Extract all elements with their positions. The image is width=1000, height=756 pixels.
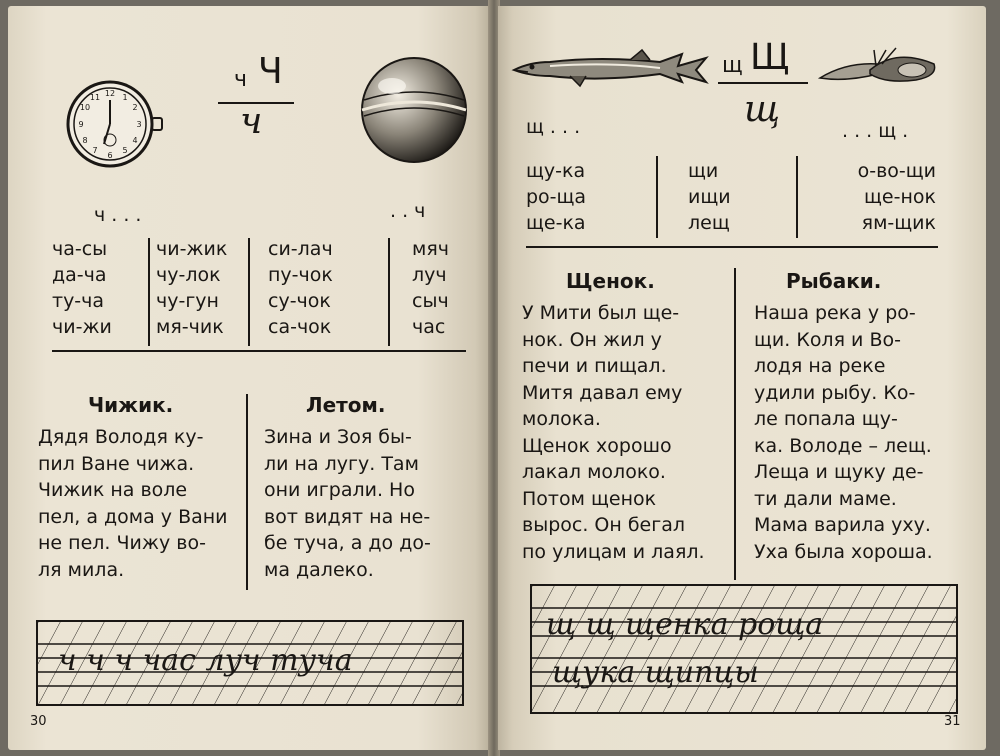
story-line: Наша река у ро- <box>754 302 916 324</box>
svg-text:2: 2 <box>132 103 138 112</box>
word-column-2 <box>688 158 731 236</box>
story-line: ка. Володе – лещ. <box>754 434 932 457</box>
story-line: ле попала щу- <box>754 408 898 430</box>
word: ям-щик <box>861 212 936 234</box>
story-line: Зина и Зоя бы- <box>264 426 412 448</box>
word: да-ча <box>52 264 107 286</box>
word: ча-сы <box>52 238 108 260</box>
story-line: печи и пищал. <box>522 355 667 377</box>
pattern-start: ч . . . <box>94 204 142 226</box>
story-line: лодя на реке <box>754 355 886 377</box>
svg-text:5: 5 <box>122 146 128 155</box>
letter-upper: Щ <box>750 37 790 78</box>
column-divider <box>248 238 250 346</box>
story-line: лакал молоко. <box>522 461 666 483</box>
story-line: ма далеко. <box>264 558 374 581</box>
story-line: Чижик на воле <box>38 479 188 501</box>
story-line: вот видят на не- <box>264 505 431 528</box>
story-line: Дядя Володя ку- <box>38 426 204 448</box>
story-line: удили рыбу. Ко- <box>754 381 916 404</box>
story-text <box>264 424 431 583</box>
left-page <box>8 6 490 750</box>
vegetables-illustration <box>816 42 938 88</box>
script-letter: ч <box>240 101 263 142</box>
word: пу-чок <box>268 264 333 286</box>
copybook-text: щука щипцы <box>552 655 759 690</box>
word-column-3 <box>268 236 333 340</box>
svg-text:11: 11 <box>89 93 101 102</box>
word: чу-гун <box>156 290 219 312</box>
story-line: Митя давал ему <box>522 381 683 404</box>
story-line: Уха была хороша. <box>754 540 933 563</box>
story-line: они играли. Но <box>264 479 415 501</box>
story-line: бе туча, а до до- <box>264 532 431 554</box>
svg-text:12: 12 <box>104 89 116 98</box>
word: сыч <box>412 290 449 312</box>
copybook-text: щ щ щенка роща <box>546 607 824 642</box>
story-line: ли на лугу. Там <box>264 452 419 475</box>
story-line: ти дали маме. <box>754 487 897 510</box>
svg-text:6: 6 <box>107 151 113 160</box>
word-column-4 <box>412 236 449 340</box>
column-divider <box>148 238 150 346</box>
word: луч <box>412 264 447 286</box>
word: о-во-щи <box>857 160 936 182</box>
svg-text:3: 3 <box>136 120 142 129</box>
word: мяч <box>412 238 449 260</box>
page-number: 30 <box>30 714 47 729</box>
story-line: по улицам и лаял. <box>522 540 705 563</box>
clock-illustration <box>64 78 172 170</box>
story-title: Летом. <box>306 393 386 417</box>
story-divider <box>734 268 736 580</box>
word: лещ <box>688 212 730 234</box>
column-divider <box>656 156 658 238</box>
story-line: не пел. Чижу во- <box>38 532 206 554</box>
pattern-end: . . ч <box>390 200 426 222</box>
word: ще-нок <box>864 186 936 208</box>
svg-text:10: 10 <box>79 103 91 112</box>
story-line: ля мила. <box>38 558 125 581</box>
story-line: пел, а дома у Вани <box>38 505 228 528</box>
letter-divider <box>718 82 808 84</box>
svg-text:8: 8 <box>82 136 88 145</box>
story-line: вырос. Он бегал <box>522 514 686 536</box>
word: чи-жик <box>156 238 228 260</box>
word: чу-лок <box>156 264 221 286</box>
ball-illustration <box>358 54 470 166</box>
section-divider <box>526 246 938 248</box>
story-title: Чижик. <box>88 393 174 417</box>
letter-upper: Ч <box>258 51 283 92</box>
word-column-2 <box>156 236 227 340</box>
pattern-start: щ . . . <box>526 116 581 138</box>
story-line: Щенок хорошо <box>522 434 672 457</box>
word: су-чок <box>268 290 331 312</box>
copybook-box <box>36 620 464 706</box>
story-divider <box>246 394 248 590</box>
copybook-text: ч ч ч час луч туча <box>58 643 353 678</box>
svg-text:9: 9 <box>78 120 84 129</box>
word: са-чок <box>268 316 332 338</box>
story-text <box>754 300 933 565</box>
word: ту-ча <box>52 290 105 312</box>
script-letter: щ <box>744 89 781 130</box>
column-divider <box>796 156 798 238</box>
word-column-1 <box>52 236 112 340</box>
story-text <box>522 300 705 565</box>
pike-illustration <box>510 36 710 90</box>
story-line: Мама варила уху. <box>754 514 931 536</box>
section-divider <box>52 350 466 352</box>
letter-lower: ч <box>234 67 247 92</box>
story-text <box>38 424 228 583</box>
word: ищи <box>688 186 731 208</box>
story-line: пил Ване чижа. <box>38 452 195 475</box>
svg-text:1: 1 <box>122 93 128 102</box>
word: си-лач <box>268 238 333 260</box>
story-line: молока. <box>522 408 601 430</box>
word: ще-ка <box>526 212 586 234</box>
word: чи-жи <box>52 316 112 338</box>
word: щи <box>688 160 719 182</box>
page-number: 31 <box>944 714 961 729</box>
story-line: Потом щенок <box>522 487 657 510</box>
story-line: У Мити был ще- <box>522 302 680 324</box>
word: мя-чик <box>156 316 224 338</box>
word: час <box>412 316 446 338</box>
copybook-ruling <box>532 586 956 712</box>
word: ро-ща <box>526 186 587 208</box>
pattern-end: . . . щ . <box>842 120 909 142</box>
letter-lower: щ <box>722 53 743 78</box>
svg-text:4: 4 <box>132 136 138 145</box>
story-line: щи. Коля и Во- <box>754 328 901 351</box>
story-line: Леща и щуку де- <box>754 461 924 483</box>
svg-text:7: 7 <box>92 146 98 155</box>
story-line: нок. Он жил у <box>522 328 662 351</box>
story-title: Рыбаки. <box>786 269 882 293</box>
column-divider <box>388 238 390 346</box>
story-title: Щенок. <box>566 269 655 293</box>
word-column-3 <box>838 158 936 236</box>
copybook-box <box>530 584 958 714</box>
word: щу-ка <box>526 160 586 182</box>
right-page <box>498 6 986 750</box>
word-column-1 <box>526 158 586 236</box>
